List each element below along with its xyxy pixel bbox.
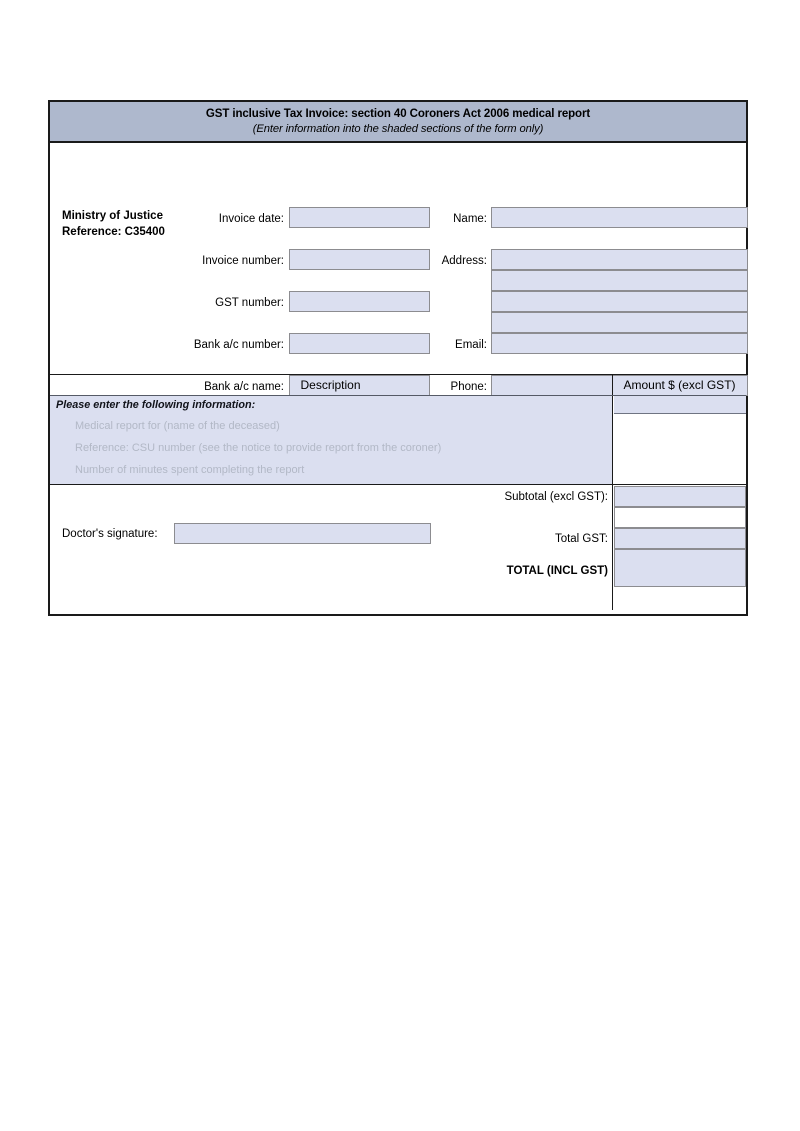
- spacer-amount-box: [614, 507, 746, 528]
- label-invoice-date: Invoice date:: [218, 213, 284, 225]
- tax-invoice-form: [48, 100, 748, 616]
- label-bank-ac-number: Bank a/c number:: [193, 339, 284, 351]
- label-gst-number: GST number:: [215, 297, 284, 309]
- table-header-row: [50, 375, 746, 396]
- agency-name: Ministry of Justice: [62, 210, 163, 222]
- description-intro: Please enter the following information:: [56, 399, 256, 411]
- label-doctors-signature: Doctor's signature:: [62, 528, 158, 540]
- label-total-incl-gst: TOTAL (INCL GST): [506, 565, 608, 577]
- column-header-description: Description: [300, 378, 361, 392]
- input-total-gst[interactable]: [614, 528, 746, 549]
- input-name[interactable]: [491, 207, 748, 228]
- label-name: Name:: [453, 213, 487, 225]
- label-address: Address:: [441, 255, 487, 267]
- agency-reference: Reference: C35400: [62, 226, 165, 238]
- description-cell[interactable]: [50, 396, 612, 484]
- column-divider-lower: [612, 485, 613, 610]
- input-subtotal[interactable]: [614, 486, 746, 507]
- input-doctors-signature[interactable]: [174, 523, 431, 544]
- label-subtotal: Subtotal (excl GST):: [504, 491, 608, 503]
- input-amount[interactable]: [614, 396, 746, 414]
- column-header-amount: Amount $ (excl GST): [623, 378, 736, 392]
- description-item: Reference: CSU number (see the notice to provide report from the coroner): [75, 442, 442, 454]
- input-total-incl-gst[interactable]: [614, 549, 746, 587]
- input-address-line-3[interactable]: [491, 291, 748, 312]
- input-address-line-4[interactable]: [491, 312, 748, 333]
- form-subtitle: (Enter information into the shaded sections of the form only): [252, 123, 544, 135]
- description-item: Medical report for (name of the deceased): [75, 420, 280, 432]
- input-address-line-1[interactable]: [491, 249, 748, 270]
- form-title: GST inclusive Tax Invoice: section 40 Coroners Act 2006 medical report: [205, 108, 591, 120]
- label-bank-ac-name: Bank a/c name:: [204, 381, 284, 393]
- input-address-line-2[interactable]: [491, 270, 748, 291]
- label-invoice-number: Invoice number:: [202, 255, 284, 267]
- label-phone: Phone:: [450, 381, 487, 393]
- input-email[interactable]: [491, 333, 748, 354]
- form-title-band: [50, 102, 746, 143]
- description-table: [50, 375, 746, 485]
- label-email: Email:: [455, 339, 487, 351]
- totals-section: [50, 485, 746, 610]
- description-item: Number of minutes spent completing the report: [75, 464, 305, 476]
- input-gst-number[interactable]: [289, 291, 430, 312]
- label-total-gst: Total GST:: [554, 533, 608, 545]
